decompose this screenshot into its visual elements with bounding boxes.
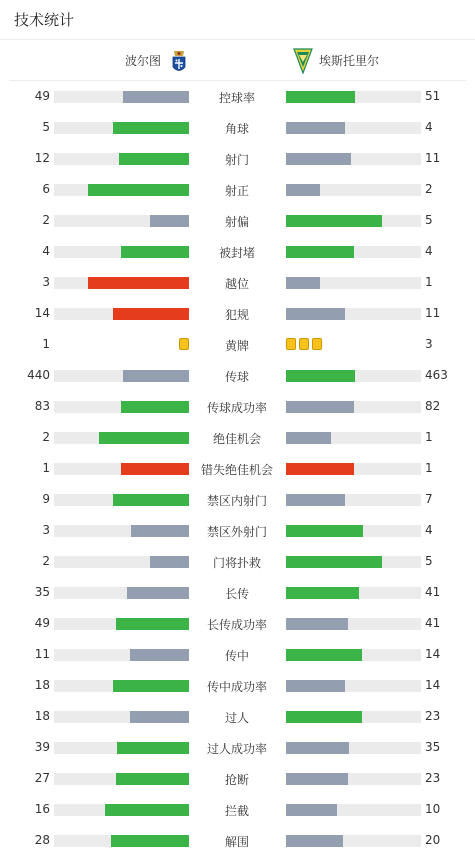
away-stat-bar-fill (286, 556, 382, 568)
home-stat-value: 35 (34, 585, 50, 599)
home-stat-value: 4 (42, 244, 50, 258)
home-stat-value: 83 (34, 399, 50, 413)
away-stat-bar (286, 463, 421, 475)
stats-list (0, 81, 475, 856)
away-stat-bar (286, 401, 421, 413)
yellow-card-icon (312, 338, 322, 350)
away-stat-bar (286, 587, 421, 599)
home-stat-value: 1 (42, 461, 50, 475)
away-stat-bar (286, 184, 421, 196)
away-stat-bar (286, 742, 421, 754)
home-stat-bar-fill (113, 122, 189, 134)
stat-row (0, 825, 475, 856)
home-stat-value: 3 (42, 523, 50, 537)
home-stat-value: 14 (34, 306, 50, 320)
stat-row (0, 515, 475, 546)
away-stat-value: 11 (425, 306, 441, 320)
away-stat-value: 463 (425, 368, 448, 382)
away-stat-bar (286, 618, 421, 630)
home-stat-bar-fill (127, 587, 189, 599)
away-stat-bar-fill (286, 804, 337, 816)
stat-row (0, 112, 475, 143)
away-stat-bar (286, 308, 421, 320)
stat-label: 禁区内射门 (206, 494, 267, 508)
stat-row (0, 794, 475, 825)
home-stat-bar-fill (130, 711, 189, 723)
home-stat-value: 440 (27, 368, 50, 382)
home-stat-bar-fill (121, 246, 189, 258)
home-stat-bar-fill (116, 773, 189, 785)
away-stat-value: 4 (425, 523, 433, 537)
away-stat-bar (286, 649, 421, 661)
stat-label: 绝佳机会 (212, 432, 261, 446)
yellow-card-icon (286, 338, 296, 350)
home-stat-bar-fill (123, 91, 189, 103)
stat-row (0, 546, 475, 577)
away-stat-value: 7 (425, 492, 433, 506)
away-stat-bar-fill (286, 122, 345, 134)
away-stat-bar (286, 773, 421, 785)
away-stat-bar-fill (286, 184, 320, 196)
away-stat-value: 4 (425, 120, 433, 134)
home-stat-bar-fill (113, 680, 189, 692)
stat-row (0, 670, 475, 701)
stat-row (0, 391, 475, 422)
home-stat-bar (54, 587, 189, 599)
away-stat-bar (286, 122, 421, 134)
away-stat-value: 41 (425, 585, 441, 599)
home-stat-value: 39 (34, 740, 50, 754)
stat-label: 解围 (224, 835, 249, 849)
away-stat-value: 35 (425, 740, 441, 754)
home-stat-value: 16 (34, 802, 50, 816)
home-stat-bar (54, 308, 189, 320)
home-stat-value: 18 (34, 678, 50, 692)
home-stat-bar-fill (105, 804, 189, 816)
home-stat-bar-fill (113, 308, 189, 320)
away-stat-bar-fill (286, 153, 351, 165)
stat-label: 越位 (224, 277, 249, 291)
home-stat-bar-fill (119, 153, 189, 165)
away-stat-bar-fill (286, 370, 355, 382)
stat-label: 控球率 (218, 91, 255, 105)
away-stat-bar-fill (286, 494, 345, 506)
home-stat-value: 9 (42, 492, 50, 506)
stat-row (0, 701, 475, 732)
stat-row (0, 81, 475, 112)
stat-label: 抢断 (224, 773, 249, 787)
home-stat-value: 5 (42, 120, 50, 134)
home-stat-bar (54, 184, 189, 196)
stat-label: 射偏 (224, 215, 249, 229)
home-stat-bar (54, 401, 189, 413)
home-team-name: 波尔图 (125, 54, 162, 68)
home-stat-bar-fill (130, 649, 189, 661)
home-stat-bar (54, 246, 189, 258)
home-stat-bar (54, 91, 189, 103)
home-stat-bar (54, 153, 189, 165)
stat-label: 长传 (224, 587, 249, 601)
yellow-card-icon (299, 338, 309, 350)
stat-row (0, 205, 475, 236)
away-stat-value: 23 (425, 709, 441, 723)
away-stat-value: 1 (425, 430, 433, 444)
home-stat-bar-fill (121, 463, 189, 475)
home-stat-value: 27 (34, 771, 50, 785)
away-stat-bar-fill (286, 277, 320, 289)
stat-row (0, 267, 475, 298)
away-stat-bar-fill (286, 91, 355, 103)
home-stat-value: 2 (42, 554, 50, 568)
away-stat-bar (286, 835, 421, 847)
home-stat-bar (54, 215, 189, 227)
away-stat-bar-fill (286, 401, 354, 413)
home-stat-bar-fill (113, 494, 189, 506)
home-stat-bar-fill (121, 401, 189, 413)
away-stat-value: 23 (425, 771, 441, 785)
home-stat-value: 49 (34, 89, 50, 103)
away-stat-value: 14 (425, 678, 441, 692)
stat-label: 拦截 (224, 804, 249, 818)
stat-row (0, 608, 475, 639)
stat-row (0, 236, 475, 267)
home-stat-value: 1 (42, 337, 50, 351)
stat-label: 传球 (224, 370, 249, 384)
home-stat-bar-fill (131, 525, 189, 537)
away-stat-bar-fill (286, 835, 343, 847)
stat-label: 射正 (224, 184, 249, 198)
stat-row (0, 422, 475, 453)
home-stat-bar-fill (150, 556, 189, 568)
stat-label: 犯规 (224, 308, 249, 322)
home-stat-bar (54, 494, 189, 506)
home-stat-bar (54, 618, 189, 630)
home-stat-value: 18 (34, 709, 50, 723)
stat-row (0, 577, 475, 608)
away-stat-value: 41 (425, 616, 441, 630)
away-stat-value: 1 (425, 275, 433, 289)
stat-label: 禁区外射门 (206, 525, 267, 539)
home-stat-bar-fill (116, 618, 189, 630)
away-stat-value: 10 (425, 802, 441, 816)
away-stat-bar-fill (286, 432, 331, 444)
stat-label: 传中成功率 (206, 680, 267, 694)
home-stat-bar (54, 122, 189, 134)
home-stat-value: 2 (42, 213, 50, 227)
stat-row (0, 143, 475, 174)
stat-label: 黄牌 (224, 339, 249, 353)
home-stat-bar (54, 525, 189, 537)
stat-label: 射门 (224, 153, 249, 167)
away-stat-bar (286, 153, 421, 165)
home-yellow-cards (179, 338, 189, 351)
away-stat-bar (286, 246, 421, 258)
home-stat-bar-fill (111, 835, 189, 847)
porto-crest-icon (169, 49, 189, 75)
stat-label: 门将扑救 (212, 556, 261, 570)
home-stat-value: 12 (34, 151, 50, 165)
home-stat-bar (54, 370, 189, 382)
away-stat-value: 11 (425, 151, 441, 165)
home-stat-bar (54, 277, 189, 289)
home-stat-bar-fill (99, 432, 189, 444)
yellow-card-icon (179, 338, 189, 350)
stat-label: 传中 (224, 649, 249, 663)
stat-row (0, 453, 475, 484)
away-stat-bar-fill (286, 215, 382, 227)
stat-row (0, 639, 475, 670)
home-stat-bar-fill (117, 742, 189, 754)
away-stat-bar (286, 680, 421, 692)
home-stat-bar (54, 804, 189, 816)
away-yellow-cards (286, 338, 322, 351)
away-stat-value: 5 (425, 213, 433, 227)
away-stat-value: 3 (425, 337, 433, 351)
home-stat-bar (54, 711, 189, 723)
stat-label: 角球 (224, 122, 249, 136)
away-stat-bar-fill (286, 649, 362, 661)
page-header (0, 0, 475, 40)
stat-label: 传球成功率 (206, 401, 267, 415)
away-stat-bar (286, 556, 421, 568)
away-stat-value: 1 (425, 461, 433, 475)
away-stat-bar (286, 525, 421, 537)
home-stat-bar-fill (88, 184, 189, 196)
stat-row (0, 360, 475, 391)
away-stat-bar (286, 91, 421, 103)
away-stat-bar-fill (286, 587, 359, 599)
home-stat-bar-fill (150, 215, 189, 227)
home-stat-value: 28 (34, 833, 50, 847)
stat-row (0, 763, 475, 794)
page-title: 技术统计 (14, 11, 75, 29)
away-stat-bar-fill (286, 680, 345, 692)
home-stat-bar (54, 556, 189, 568)
stat-row (0, 329, 475, 360)
away-stat-value: 20 (425, 833, 441, 847)
away-stat-bar (286, 432, 421, 444)
home-stat-value: 6 (42, 182, 50, 196)
away-stat-bar (286, 711, 421, 723)
away-stat-bar-fill (286, 742, 349, 754)
away-stat-bar (286, 494, 421, 506)
away-stat-bar-fill (286, 463, 354, 475)
home-stat-bar (54, 835, 189, 847)
home-stat-bar (54, 649, 189, 661)
teams-header (9, 40, 466, 81)
away-stat-value: 82 (425, 399, 441, 413)
home-stat-bar (54, 432, 189, 444)
away-stat-bar-fill (286, 525, 363, 537)
away-stat-value: 2 (425, 182, 433, 196)
away-stat-bar-fill (286, 711, 362, 723)
stat-label: 错失绝佳机会 (200, 463, 273, 477)
away-stat-value: 14 (425, 647, 441, 661)
estoril-crest-icon (293, 48, 313, 74)
away-stat-bar-fill (286, 308, 345, 320)
home-stat-bar (54, 773, 189, 785)
away-stat-bar-fill (286, 618, 348, 630)
away-stat-bar (286, 370, 421, 382)
away-stat-bar (286, 804, 421, 816)
away-team-name: 埃斯托里尔 (319, 54, 380, 68)
away-stat-value: 5 (425, 554, 433, 568)
away-stat-bar (286, 215, 421, 227)
home-stat-value: 11 (34, 647, 50, 661)
home-stat-value: 2 (42, 430, 50, 444)
stat-label: 被封堵 (218, 246, 255, 260)
stat-row (0, 174, 475, 205)
stat-label: 过人 (224, 711, 249, 725)
away-stat-value: 4 (425, 244, 433, 258)
stat-row (0, 484, 475, 515)
away-stat-bar (286, 277, 421, 289)
away-stat-bar-fill (286, 246, 354, 258)
home-stat-bar-fill (88, 277, 189, 289)
home-stat-bar (54, 463, 189, 475)
home-stat-bar (54, 742, 189, 754)
away-stat-value: 51 (425, 89, 441, 103)
home-stat-value: 3 (42, 275, 50, 289)
stat-label: 长传成功率 (206, 618, 267, 632)
stat-row (0, 298, 475, 329)
home-stat-value: 49 (34, 616, 50, 630)
home-stat-bar (54, 680, 189, 692)
stat-row (0, 732, 475, 763)
away-stat-bar-fill (286, 773, 348, 785)
home-stat-bar-fill (123, 370, 189, 382)
stat-label: 过人成功率 (206, 742, 267, 756)
